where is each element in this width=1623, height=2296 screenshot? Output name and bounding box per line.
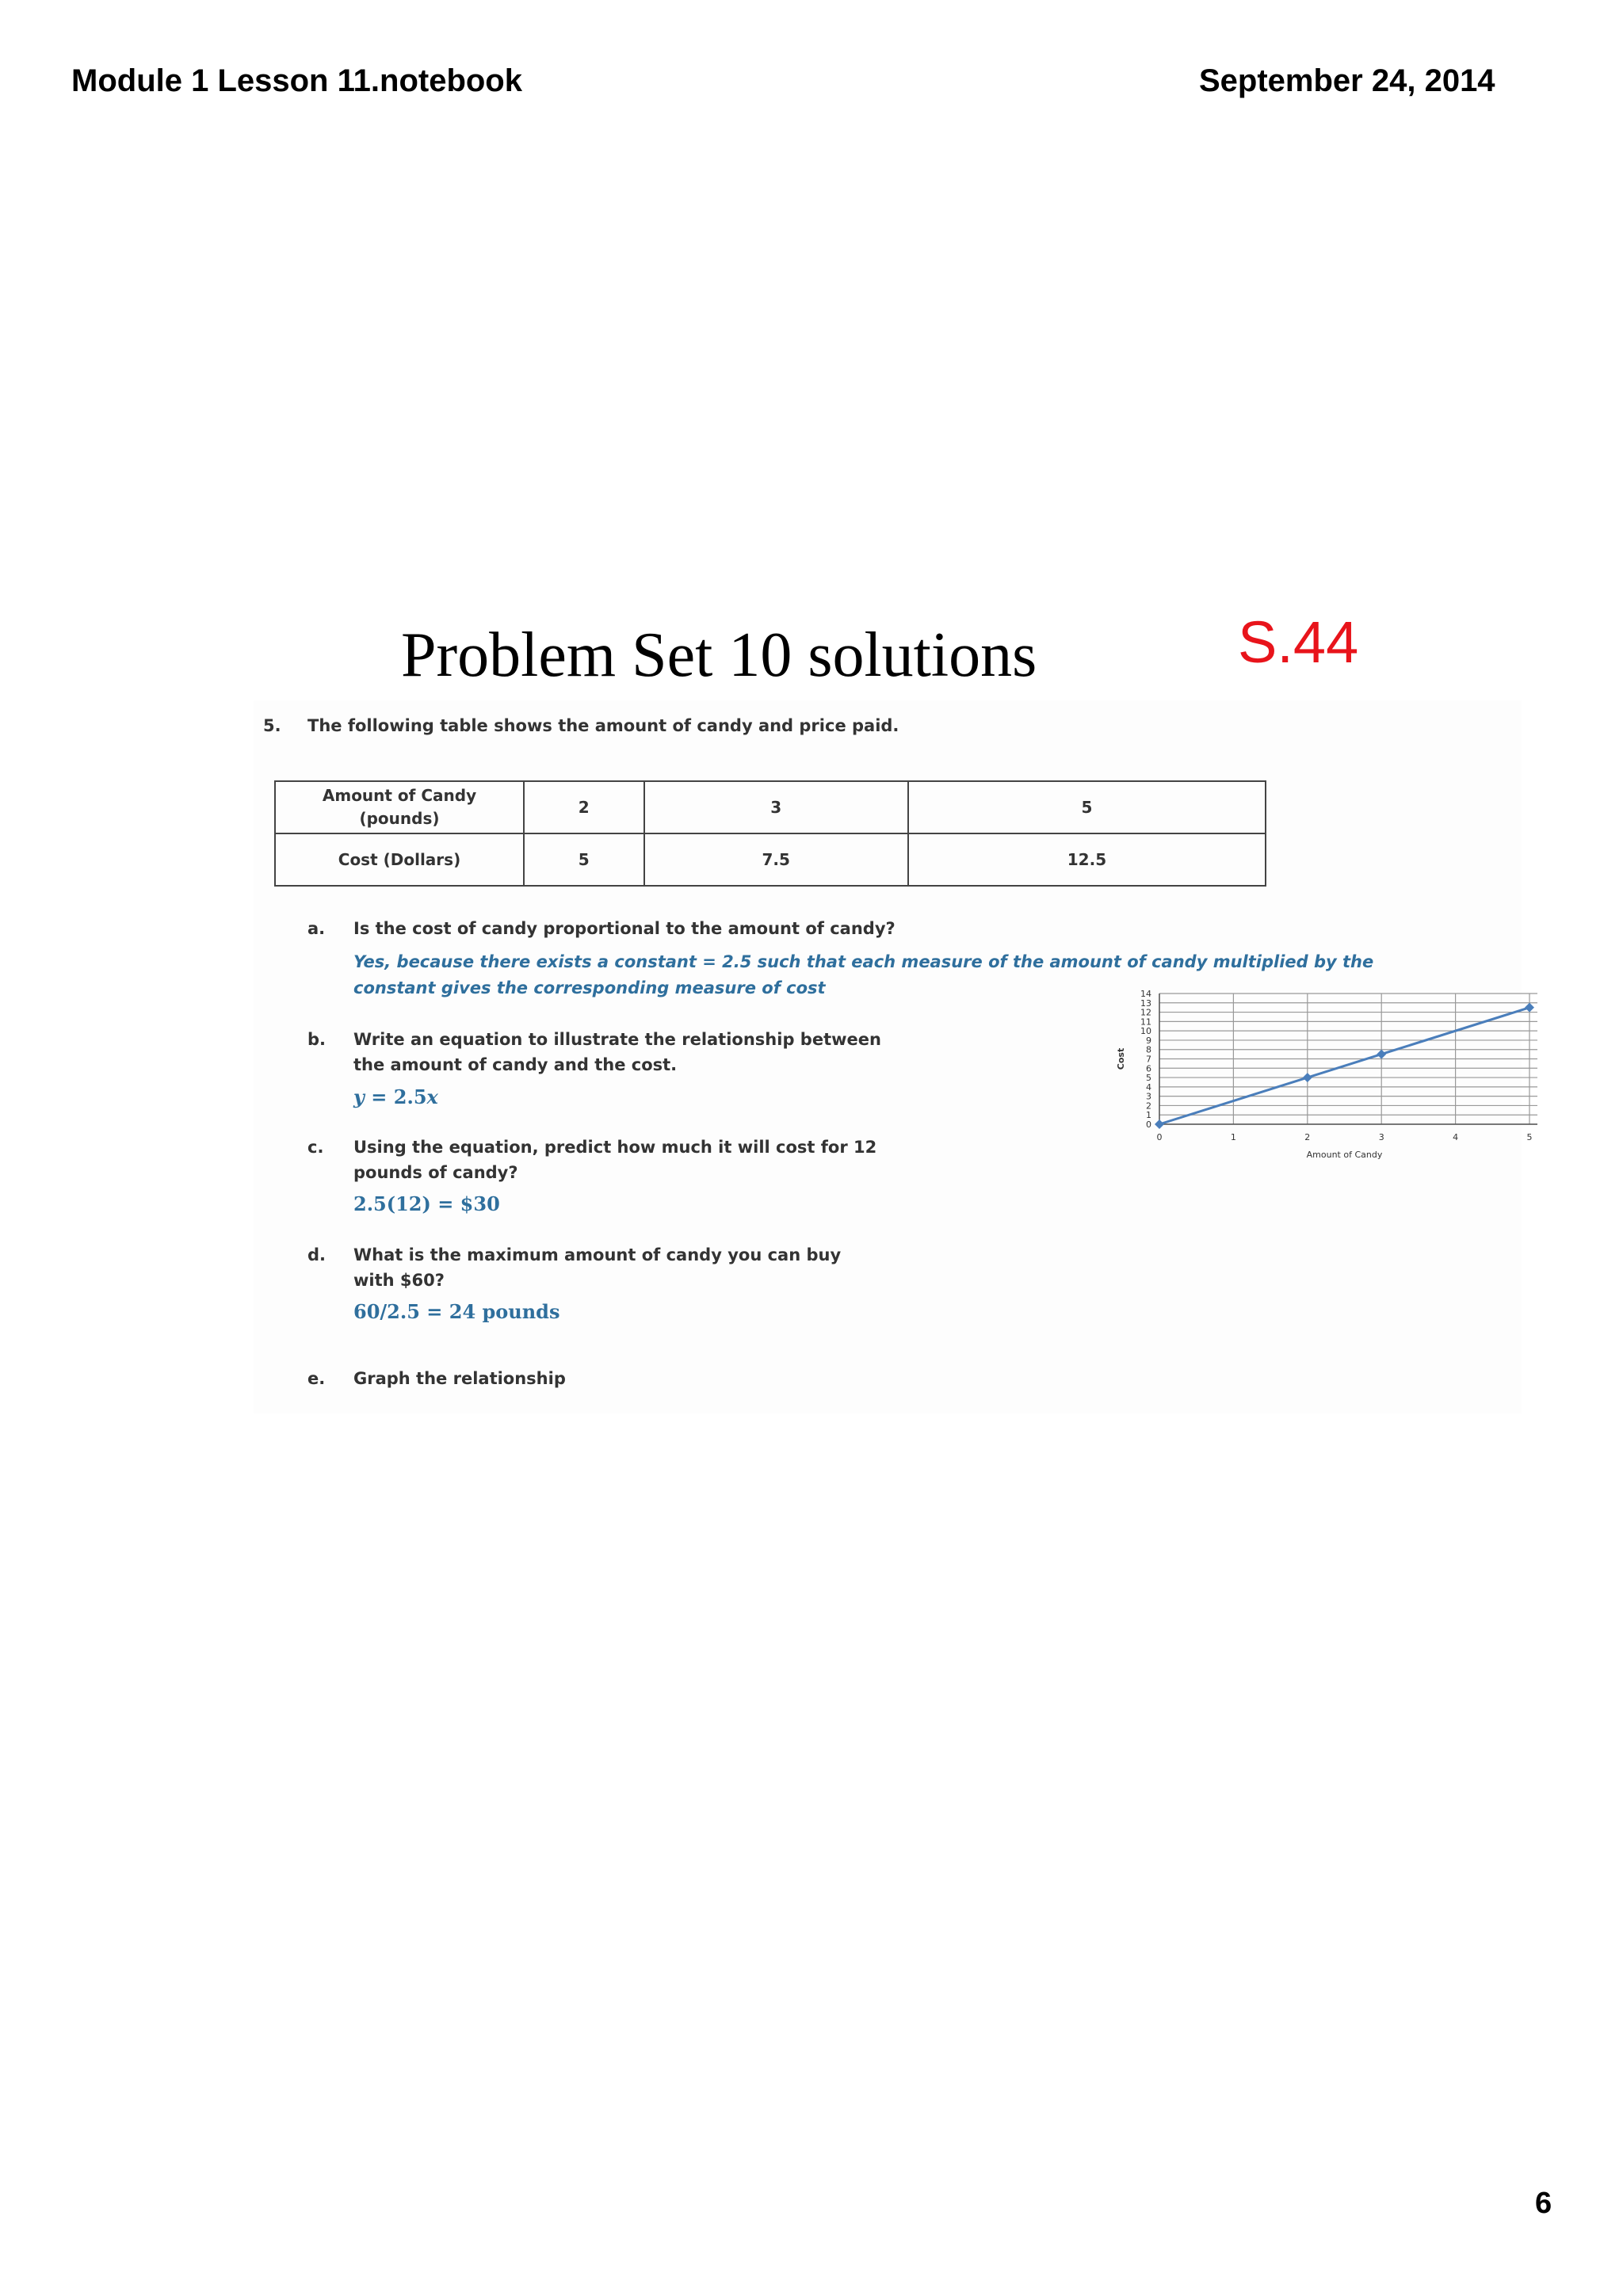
problem-prompt: The following table shows the amount of candy and price paid. [307,716,899,735]
y-tick-label: 0 [1146,1119,1151,1130]
part-c-question: Using the equation, predict how much it will cost for 12 [353,1138,877,1157]
table-row [275,781,1266,833]
series-line [1159,1008,1529,1124]
y-tick-label: 11 [1140,1016,1151,1028]
part-e-question: Graph the relationship [353,1369,566,1388]
y-axis-label: Cost [1116,1047,1126,1070]
candy-table [274,780,1266,887]
table-cell: 3 [644,781,908,833]
x-tick-label: 4 [1453,1132,1459,1142]
y-tick-label: 7 [1146,1054,1151,1065]
table-cell: 7.5 [644,833,908,886]
y-tick-label: 12 [1140,1007,1151,1018]
part-b-question: Write an equation to illustrate the relationship between [353,1030,881,1049]
problem-number: 5. [263,716,281,735]
x-axis-label: Amount of Candy [1306,1150,1383,1160]
part-c-question-cont: pounds of candy? [353,1163,518,1182]
table-cell: 2 [524,781,644,833]
part-d-letter: d. [307,1245,327,1264]
part-d-answer: 60/2.5 = 24 pounds [353,1300,560,1323]
y-tick-label: 1 [1146,1110,1151,1121]
part-a-question: Is the cost of candy proportional to the amount of candy? [353,919,896,938]
slide-code: S.44 [1238,609,1359,675]
y-tick-label: 8 [1146,1044,1151,1055]
part-a-answer: Yes, because there exists a constant = 2.5 such that each measure of the amount of candy multiplied by the [353,952,1374,971]
cost-graph [856,990,1537,1196]
part-e-letter: e. [307,1369,326,1388]
x-tick-label: 5 [1526,1132,1533,1142]
x-tick-label: 1 [1230,1132,1236,1142]
data-point [1155,1119,1164,1129]
part-d-question-cont: with $60? [353,1271,445,1290]
x-tick-label: 0 [1156,1132,1163,1142]
problem-image [254,700,1533,1413]
table-cell: Amount of Candy (pounds) [275,781,524,833]
data-point [1303,1073,1312,1082]
part-d-question: What is the maximum amount of candy you can buy [353,1245,842,1264]
y-tick-label: 3 [1146,1091,1151,1102]
y-tick-label: 6 [1146,1063,1151,1074]
table-cell: 12.5 [908,833,1266,886]
y-tick-label: 14 [1140,990,1151,999]
data-point [1525,1003,1534,1013]
slide-title: Problem Set 10 solutions [401,620,1037,690]
table-cell: 5 [908,781,1266,833]
data-point [1377,1050,1386,1059]
y-tick-label: 10 [1140,1026,1151,1037]
y-tick-label: 5 [1146,1073,1151,1084]
y-tick-label: 2 [1146,1100,1151,1112]
part-a-answer-cont: constant gives the corresponding measure of cost [353,978,826,997]
y-tick-label: 4 [1146,1081,1151,1093]
table-row [275,833,1266,886]
x-tick-label: 3 [1378,1132,1384,1142]
part-a-letter: a. [307,919,326,938]
part-b-question-cont: the amount of candy and the cost. [353,1055,678,1074]
table-cell: 5 [524,833,644,886]
part-c-answer: 2.5(12) = $30 [353,1192,500,1215]
y-tick-label: 9 [1146,1035,1151,1046]
notebook-title: Module 1 Lesson 11.notebook [71,63,522,98]
part-b-answer: y = 2.5x [353,1085,438,1108]
page-number: 6 [1535,2187,1552,2220]
page-date: September 24, 2014 [1199,63,1495,98]
y-tick-label: 13 [1140,997,1151,1009]
part-b-letter: b. [307,1030,327,1049]
table-cell: Cost (Dollars) [275,833,524,886]
part-c-letter: c. [307,1138,324,1157]
x-tick-label: 2 [1304,1132,1311,1142]
